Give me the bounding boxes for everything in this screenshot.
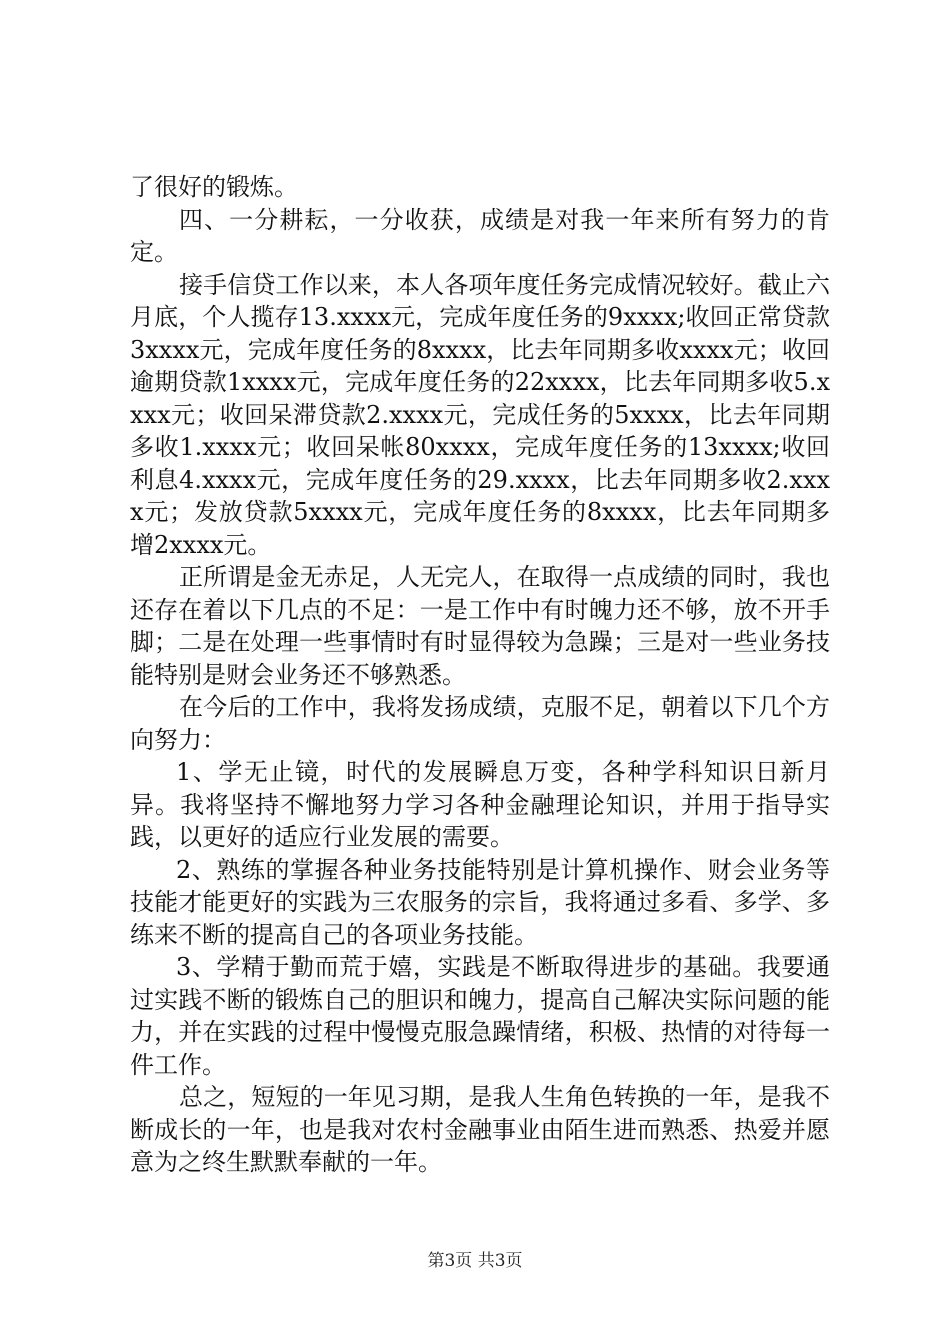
document-body <box>130 171 830 1179</box>
paragraph-continuation: 了很好的锻炼。 <box>130 173 298 201</box>
paragraph-conclusion: 总之，短短的一年见习期，是我人生角色转换的一年，是我不断成长的一年，也是我对农村金融事业由陌生进而熟悉、热爱并愿意为之终生默默奉献的一年。 <box>130 1083 830 1176</box>
paragraph-direction-one: 1、学无止镜，时代的发展瞬息万变，各种学科知识日新月异。我将坚持不懈地努力学习各种金融理论知识，并用于指导实践，以更好的适应行业发展的需要。 <box>130 758 830 851</box>
paragraph-direction-two: 2、熟练的掌握各种业务技能特别是计算机操作、财会业务等技能才能更好的实践为三农服务的宗旨，我将通过多看、多学、多练来不断的提高自己的各项业务技能。 <box>130 855 830 949</box>
paragraph-future-directions: 在今后的工作中，我将发扬成绩，克服不足，朝着以下几个方向努力： <box>130 693 830 754</box>
page-number-footer: 第3页 共3页 <box>427 1251 523 1271</box>
paragraph-direction-three: 3、学精于勤而荒于嬉，实践是不断取得进步的基础。我要通过实践不断的锻炼自己的胆识和魄力，提高自己解决实际问题的能力，并在实践的过程中慢慢克服急躁情绪，积极、热情的对待每一件工作。 <box>130 953 830 1079</box>
paragraph-shortcomings: 正所谓是金无赤足，人无完人，在取得一点成绩的同时，我也还存在着以下几点的不足：一是工作中有时魄力还不够，放不开手脚；二是在处理一些事情时有时显得较为急躁；三是对一些业务技能特别是财会业务还不够熟悉。 <box>130 563 830 689</box>
paragraph-task-completion: 接手信贷工作以来，本人各项年度任务完成情况较好。截止六月底，个人揽存13.xxxx元，完成年度任务的9xxxx;收回正常贷款3xxxx元，完成年度任务的8xxxx，比去年同期多收xxxx元；收回逾期贷款1xxxx元，完成年度任务的22xxxx，比去年同期多收5.xxxx元；收回呆滞贷款2.xxxx元，完成任务的5xxxx，比去年同期多收1.xxxx元；收回呆帐80xxxx，完成年度任务的13xxxx;收回利息4.xxxx元，完成年度任务的29.xxxx，比去年同期多收2.xxxx元；发放贷款5xxxx元，完成年度任务的8xxxx，比去年同期多增2xxxx元。 <box>130 270 830 559</box>
paragraph-section-four-heading: 四、一分耕耘，一分收获，成绩是对我一年来所有努力的肯定。 <box>130 205 830 266</box>
